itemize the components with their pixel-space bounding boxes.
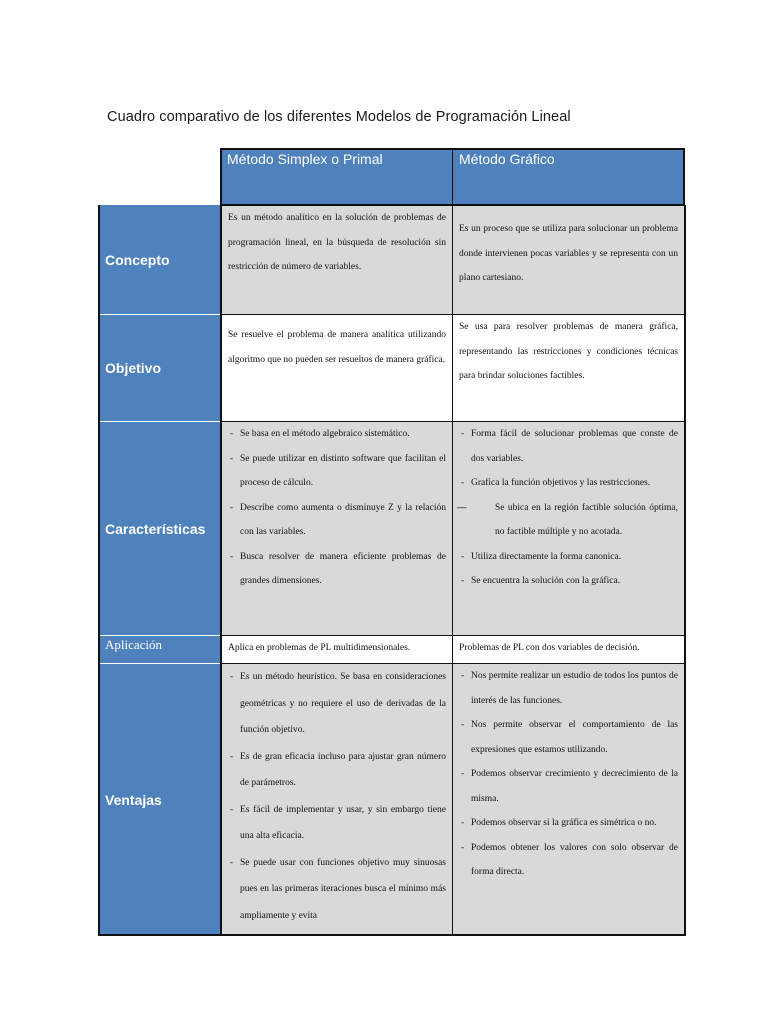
grid-line-h1	[220, 314, 686, 315]
caract-grafico-item: - Se encuentra la solución con la gráfica.	[459, 569, 678, 594]
caract-grafico-item: - Forma fácil de solucionar problemas que conste de dos variables.	[459, 422, 678, 471]
cell-aplicacion-grafico	[453, 636, 684, 663]
header-divider	[452, 148, 453, 206]
row-label-concepto: Concepto	[98, 205, 220, 314]
ventajas-simplex-item: - Es de gran eficacia incluso para ajustar gran número de parámetros.	[228, 744, 446, 797]
grid-line-h4	[220, 663, 686, 664]
ventajas-grafico-item: - Nos permite observar el comportamiento de las expresiones que estamos utilizando.	[459, 713, 678, 762]
cell-caracteristicas-simplex	[222, 422, 452, 635]
ventajas-grafico-item: - Podemos obtener los valores con solo observar de forma directa.	[459, 836, 678, 885]
grid-line-h0	[220, 205, 686, 206]
caract-simplex-item: - Se puede utilizar en distinto software que facilitan el proceso de cálculo.	[228, 447, 446, 496]
caract-simplex-item: - Busca resolver de manera eficiente problemas de grandes dimensiones.	[228, 545, 446, 594]
caract-grafico-item: - Utiliza directamente la forma canonica.	[459, 545, 678, 570]
row-label-objetivo: Objetivo	[98, 315, 220, 421]
row-label-aplicacion: Aplicación	[98, 636, 220, 663]
objetivo-grafico-text: Se usa para resolver problemas de manera gráfica, representando las restricciones y condiciones técnicas para brindar soluciones factibles.	[459, 322, 678, 381]
caract-simplex-item: - Describe como aumenta o disminuye Z y la relación con las variables.	[228, 496, 446, 545]
cell-objetivo-simplex	[222, 315, 452, 421]
concepto-grafico-text: Es un proceso que se utiliza para solucionar un problema donde intervienen pocas variables y se representa con un plano cartesiano.	[459, 224, 678, 283]
ventajas-simplex-item: - Es fácil de implementar y usar, y sin embargo tiene una alta eficacia.	[228, 797, 446, 850]
cell-caracteristicas-grafico	[453, 422, 684, 635]
aplicacion-grafico-text: Problemas de PL con dos variables de decisión.	[459, 643, 640, 653]
grid-line-bottom	[98, 934, 686, 936]
header-simplex: Método Simplex o Primal	[221, 149, 452, 205]
aplicacion-simplex-text: Aplica en problemas de PL multidimensionales.	[228, 643, 411, 653]
caract-simplex-item: - Se basa en el método algebraico sistemático.	[228, 422, 446, 447]
ventajas-simplex-item: - Es un método heurístico. Se basa en consideraciones geométricas y no requiere el uso de derivadas de la función objetivo.	[228, 664, 446, 744]
caract-grafico-item: - Grafica la función objetivos y las restricciones.	[459, 471, 678, 496]
grid-line-h3	[220, 635, 686, 636]
objetivo-simplex-text: Se resuelve el problema de manera analítica utilizando algoritmo que no pueden ser resueltos de manera gráfica.	[228, 330, 446, 365]
document-title: Cuadro comparativo de los diferentes Modelos de Programación Lineal	[107, 109, 571, 125]
cell-aplicacion-simplex	[222, 636, 452, 663]
row-label-ventajas: Ventajas	[98, 664, 220, 936]
concepto-simplex-text: Es un método analítico en la solución de problemas de programación lineal, en la búsqueda de resolución sin restricción de número de variables.	[228, 213, 446, 272]
caract-grafico-item: — Se ubica en la región factible solución óptima, no factible múltiple y no acotada.	[459, 496, 678, 545]
cell-ventajas-grafico	[453, 664, 684, 935]
ventajas-grafico-item: - Podemos observar crecimiento y decrecimiento de la misma.	[459, 762, 678, 811]
row-label-caracteristicas: Características	[98, 422, 220, 635]
ventajas-grafico-item: - Nos permite realizar un estudio de todos los puntos de interés de las funciones.	[459, 664, 678, 713]
ventajas-simplex-item: - Se puede usar con funciones objetivo muy sinuosas pues en las primeras iteraciones busca el mínimo más ampliamente y evita	[228, 850, 446, 930]
grid-line-h2	[220, 421, 686, 422]
header-grafico: Método Gráfico	[453, 149, 684, 205]
cell-concepto-grafico	[453, 206, 684, 314]
cell-objetivo-grafico	[453, 315, 684, 421]
cell-ventajas-simplex	[222, 664, 452, 935]
cell-concepto-simplex	[222, 206, 452, 314]
table-left-border	[98, 205, 100, 936]
ventajas-grafico-item: - Podemos observar si la gráfica es simétrica o no.	[459, 811, 678, 836]
